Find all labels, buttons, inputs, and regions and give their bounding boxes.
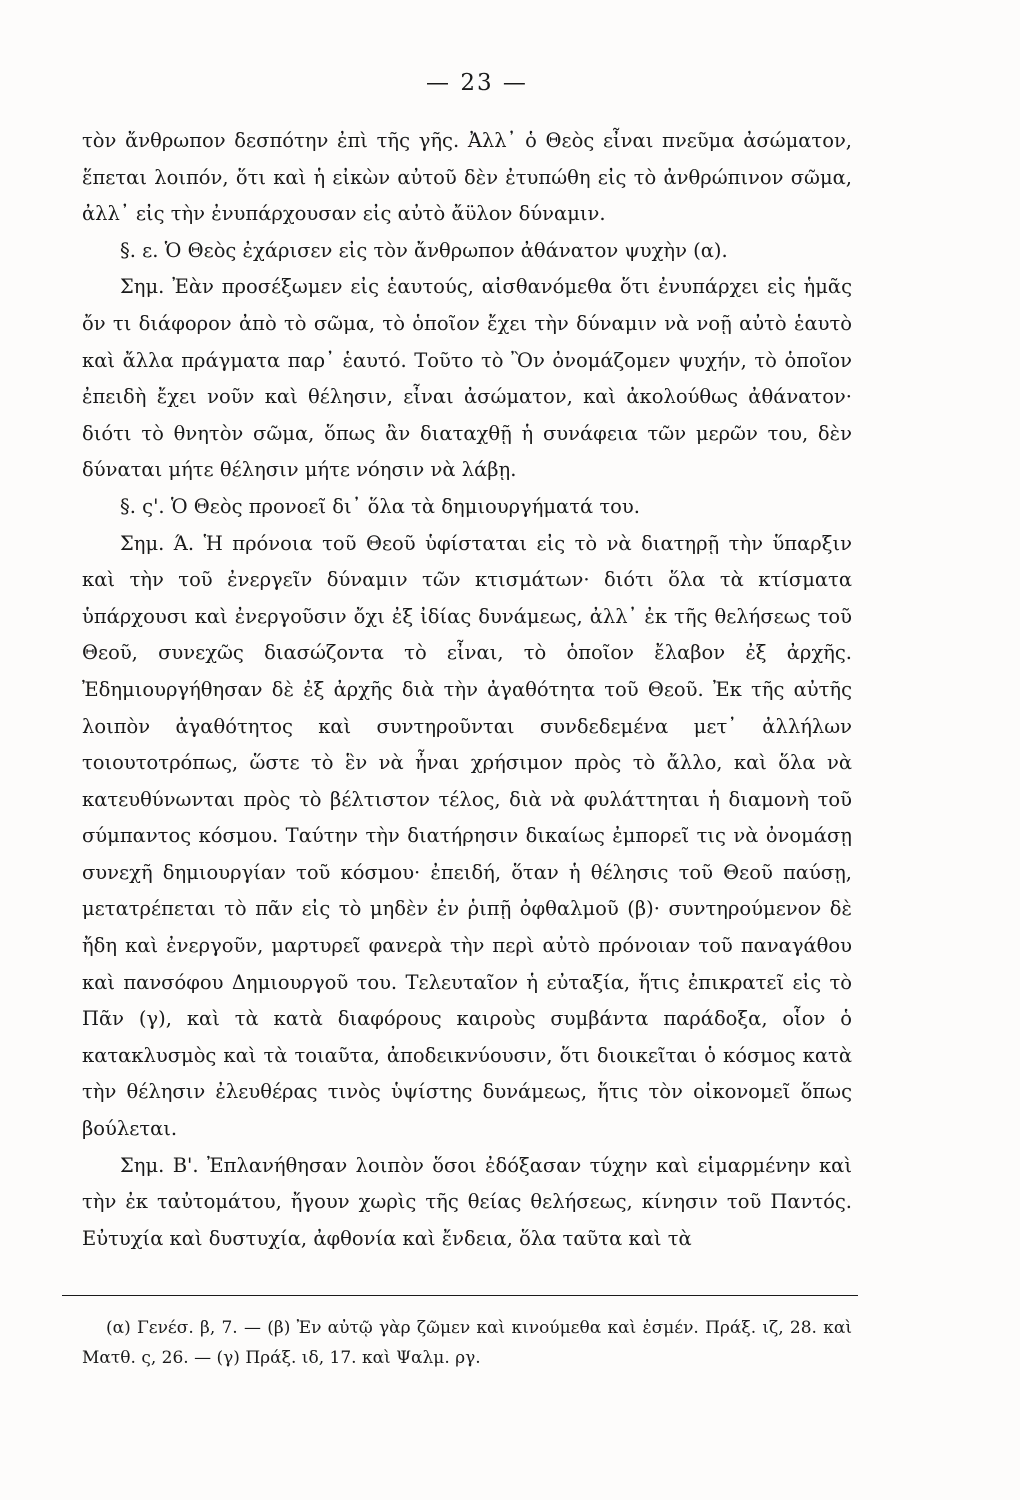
paragraph-continuation: τὸν ἄνθρωπον δεσπότην ἐπὶ τῆς γῆς. Ἀλλ᾽ ὁ Θεὸς εἶναι πνεῦμα ἀσώματον, ἕπεται λοιπόν, ὅτι καὶ ἡ εἰκὼν αὐτοῦ δὲν ἐτυπώθη εἰς τὸ ἀνθρώπινον σῶμα, ἀλλ᾽ εἰς τὴν ἐνυπάρχουσαν εἰς αὐτὸ ἄϋλον δύναμιν. — [82, 129, 852, 226]
section-st-heading: §. ς'. Ὁ Θεὸς προνοεῖ δι᾽ ὅλα τὰ δημιουργήματά του. — [120, 494, 640, 518]
note-on-soul-paragraph: Σημ. Ἐὰν προσέξωμεν εἰς ἑαυτούς, αἰσθανόμεθα ὅτι ἐνυπάρχει εἰς ἡμᾶς ὄν τι διάφορον ἀπὸ τὸ σῶμα, τὸ ὁποῖον ἔχει τὴν δύναμιν νὰ νοῇ αὐτὸ ἑαυτὸ καὶ ἄλλα πράγματα παρ᾽ ἑαυτό. Τοῦτο τὸ Ὂν ὀνομάζομεν ψυχήν, τὸ ὁποῖον ἐπειδὴ ἔχει νοῦν καὶ θέλησιν, εἶναι ἀσώματον, καὶ ἀκολούθως ἀθάνατον· διότι τὸ θνητὸν σῶμα, ὅπως ἂν διαταχθῇ ἡ συνάφεια τῶν μερῶν του, δὲν δύναται μήτε θέλησιν μήτε νόησιν νὰ λάβῃ. — [82, 275, 852, 482]
footnote-text: (α) Γενέσ. β, 7. — (β) Ἐν αὐτῷ γὰρ ζῶμεν καὶ κινούμεθα καὶ ἐσμέν. Πράξ. ιζ, 28. καὶ Ματθ. ς, 26. — (γ) Πράξ. ιδ, 17. καὶ Ψαλμ. ργ. — [82, 1318, 852, 1368]
section-e-heading: §. ε. Ὁ Θεὸς ἐχάρισεν εἰς τὸν ἄνθρωπον ἀθάνατον ψυχὴν (α). — [120, 238, 728, 262]
body-text — [82, 123, 852, 1257]
footnotes — [82, 1313, 852, 1373]
note-a-providence-paragraph: Σημ. Ά. Ἡ πρόνοια τοῦ Θεοῦ ὑφίσταται εἰς τὸ νὰ διατηρῇ τὴν ὕπαρξιν καὶ τὴν τοῦ ἐνεργεῖν δύναμιν τῶν κτισμάτων· διότι ὅλα τὰ κτίσματα ὑπάρχουσι καὶ ἐνεργοῦσιν ὄχι ἐξ ἰδίας δυνάμεως, ἀλλ᾽ ἐκ τῆς θελήσεως τοῦ Θεοῦ, συνεχῶς διασώζοντα τὸ εἶναι, τὸ ὁποῖον ἔλαβον ἐξ ἀρχῆς. Ἐδημιουργήθησαν δὲ ἐξ ἀρχῆς διὰ τὴν ἀγαθότητα τοῦ Θεοῦ. Ἐκ τῆς αὐτῆς λοιπὸν ἀγαθότητος καὶ συντηροῦνται συνδεδεμένα μετ᾽ ἀλλήλων τοιουτοτρόπως, ὥστε τὸ ἓν νὰ ἦναι χρήσιμον πρὸς τὸ ἄλλο, καὶ ὅλα νὰ κατευθύνωνται πρὸς τὸ βέλτιστον τέλος, διὰ νὰ φυλάττηται ἡ διαμονὴ τοῦ σύμπαντος κόσμου. Ταύτην τὴν διατήρησιν δικαίως ἐμπορεῖ τις νὰ ὀνομάσῃ συνεχῆ δημιουργίαν τοῦ κόσμου· ἐπειδή, ὅταν ἡ θέλησις τοῦ Θεοῦ παύσῃ, μετατρέπεται τὸ πᾶν εἰς τὸ μηδὲν ἐν ῥιπῇ ὀφθαλμοῦ (β)· συντηρούμενον δὲ ἤδη καὶ ἐνεργοῦν, μαρτυρεῖ φανερὰ τὴν περὶ αὐτὸ πρόνοιαν τοῦ παναγάθου καὶ πανσόφου Δημιουργοῦ του. Τελευταῖον ἡ εὐταξία, ἥτις ἐπικρατεῖ εἰς τὸ Πᾶν (γ), καὶ τὰ κατὰ διαφόρους καιροὺς συμβάντα παράδοξα, οἷον ὁ κατακλυσμὸς καὶ τὰ τοιαῦτα, ἀποδεικνύουσιν, ὅτι διοικεῖται ὁ κόσμος κατὰ τὴν θέλησιν ἐλευθέρας τινὸς ὑψίστης δυνάμεως, ἥτις τὸν οἰκονομεῖ ὅπως βούλεται. — [82, 531, 852, 1141]
note-b-fate-paragraph: Σημ. Β'. Ἐπλανήθησαν λοιπὸν ὅσοι ἐδόξασαν τύχην καὶ εἱμαρμένην καὶ τὴν ἐκ ταὐτομάτου, ἤγουν χωρὶς τῆς θείας θελήσεως, κίνησιν τοῦ Παντός. Εὐτυχία καὶ δυστυχία, ἀφθονία καὶ ἔνδεια, ὅλα ταῦτα καὶ τὰ — [82, 1153, 852, 1250]
book-page — [82, 58, 852, 1458]
page-number: — 23 — — [426, 70, 528, 96]
footnote-divider — [62, 1295, 858, 1296]
